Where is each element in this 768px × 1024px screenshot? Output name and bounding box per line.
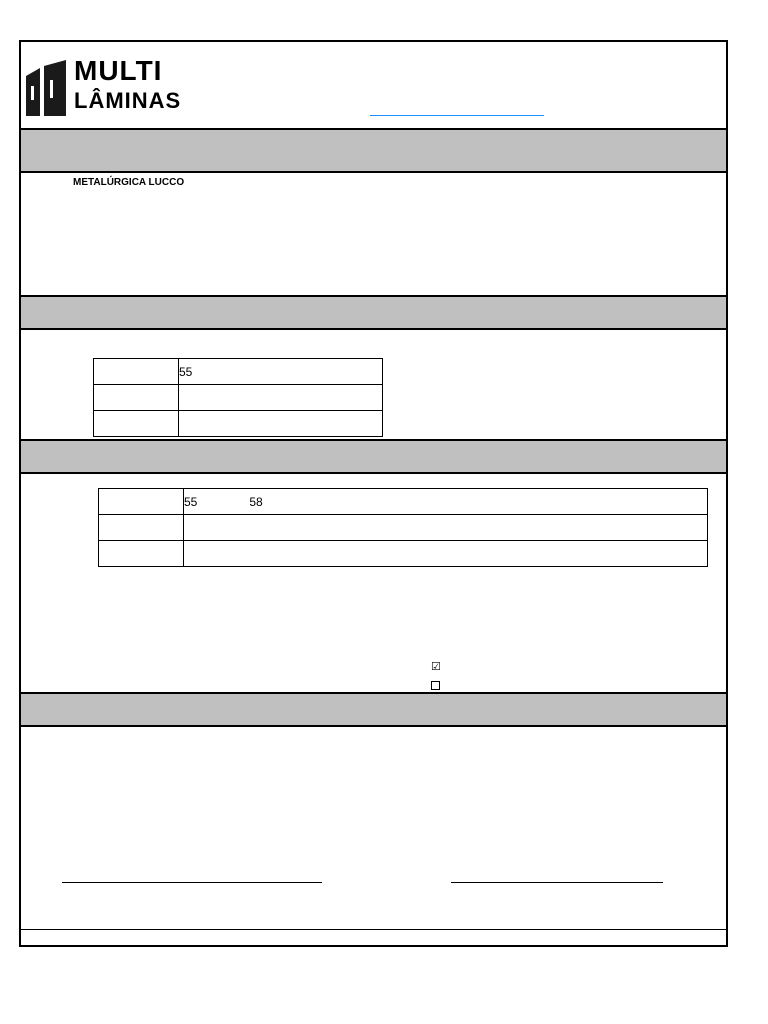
table-value-cell bbox=[184, 541, 708, 567]
brand-name-bottom: LÂMINAS bbox=[74, 88, 182, 113]
table-value-a: 55 bbox=[184, 494, 198, 509]
footer-rule bbox=[21, 929, 726, 930]
section-header-band-3 bbox=[21, 439, 726, 474]
checked-checkbox[interactable]: ☑ bbox=[431, 661, 441, 673]
table-row bbox=[94, 385, 383, 411]
multilaminas-logo-icon bbox=[26, 60, 70, 116]
section-header-band-4 bbox=[21, 692, 726, 727]
info-table-2 bbox=[98, 488, 708, 567]
document-header bbox=[21, 42, 726, 130]
table-label-cell bbox=[99, 489, 184, 515]
signature-line-right bbox=[451, 882, 663, 883]
table-value-b: 58 bbox=[249, 494, 263, 509]
table-row bbox=[99, 489, 708, 515]
table-label-cell bbox=[99, 515, 184, 541]
unchecked-checkbox[interactable] bbox=[431, 681, 440, 690]
table-value-cell: 55 bbox=[179, 359, 383, 385]
table-label-cell bbox=[94, 385, 179, 411]
brand-name-top: MULTI bbox=[74, 55, 163, 86]
header-link-underline[interactable] bbox=[370, 115, 544, 116]
table-row bbox=[94, 359, 383, 385]
table-value-cell bbox=[179, 385, 383, 411]
table-label-cell bbox=[94, 411, 179, 437]
table-row bbox=[99, 515, 708, 541]
info-table-1 bbox=[93, 358, 383, 437]
table-value-cell bbox=[179, 411, 383, 437]
table-label-cell bbox=[94, 359, 179, 385]
section-header-band-1 bbox=[21, 128, 726, 173]
company-name: METALÚRGICA LUCCO bbox=[73, 177, 185, 188]
table-row bbox=[94, 411, 383, 437]
table-row bbox=[99, 541, 708, 567]
section-header-band-2 bbox=[21, 295, 726, 330]
signature-line-left bbox=[62, 882, 322, 883]
table-label-cell bbox=[99, 541, 184, 567]
document-sheet bbox=[19, 40, 728, 947]
table-value-cell bbox=[184, 515, 708, 541]
table-value-cell bbox=[184, 489, 708, 515]
